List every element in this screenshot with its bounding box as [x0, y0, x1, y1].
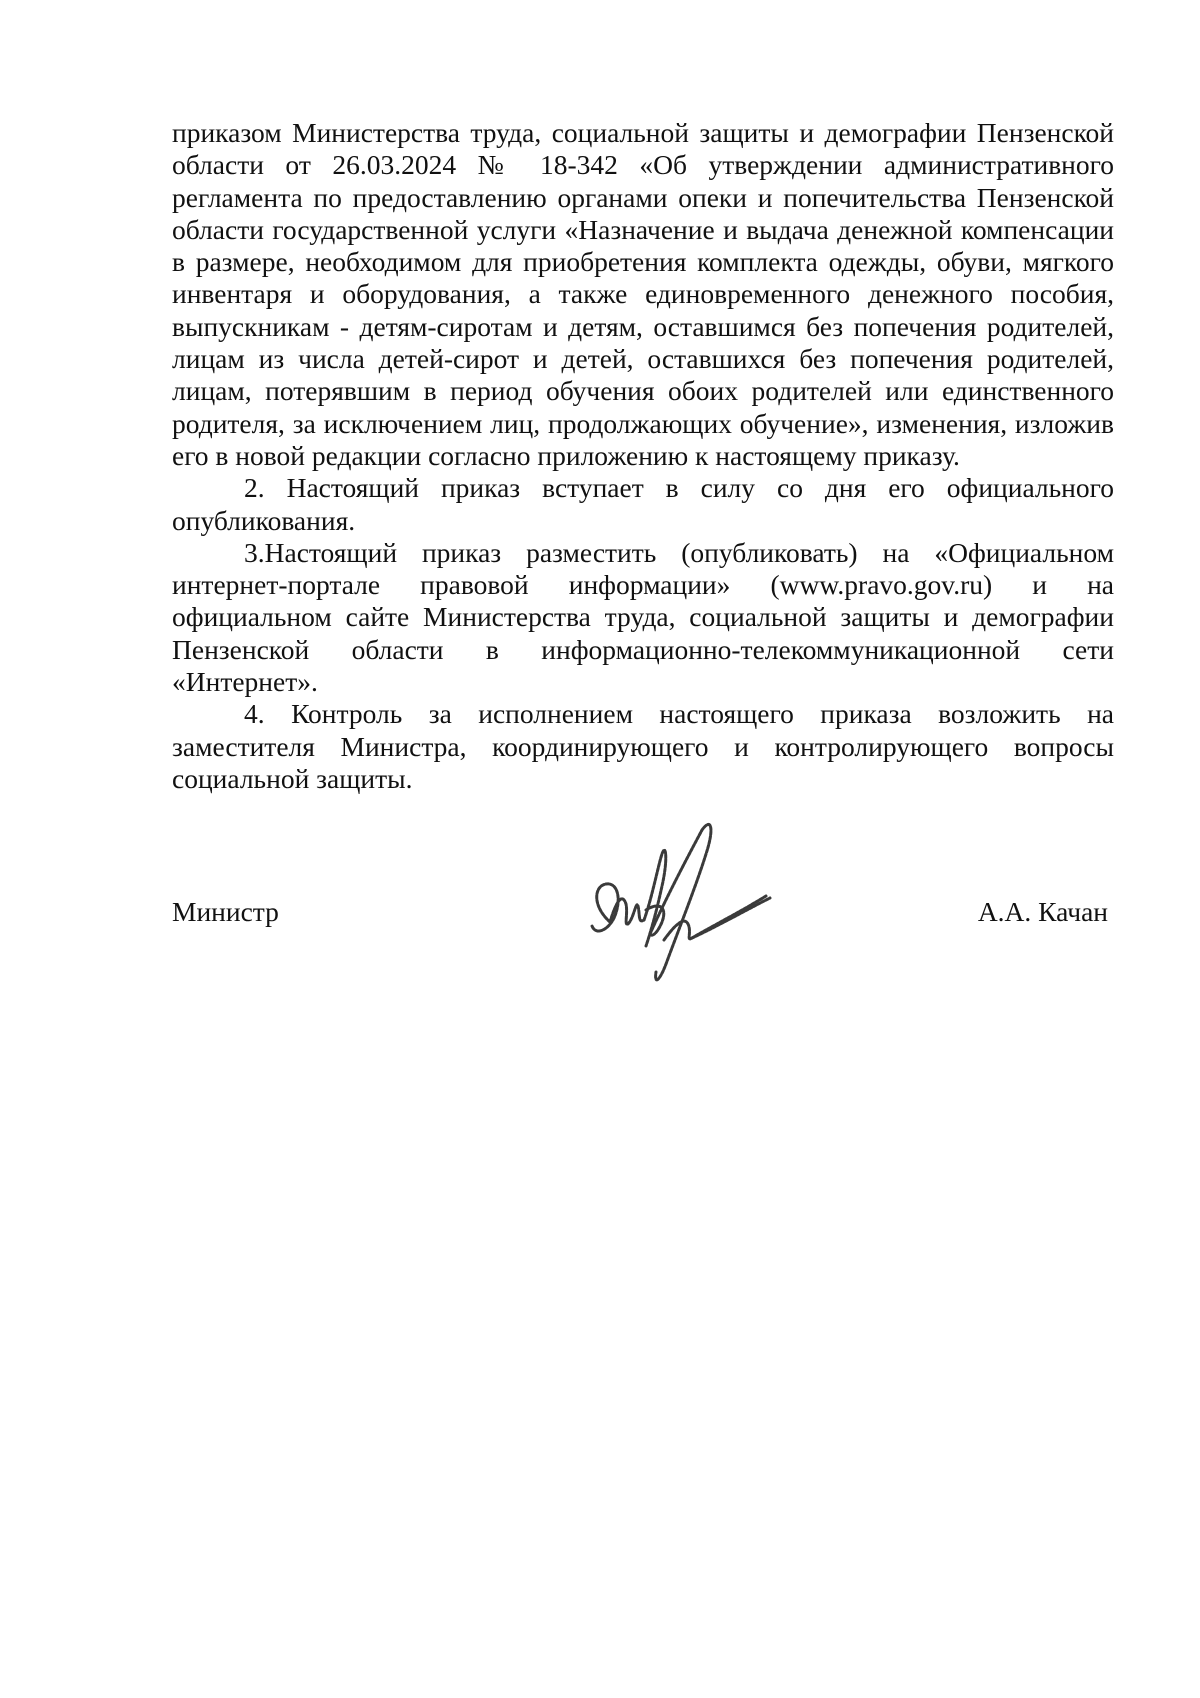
handwritten-signature-icon	[588, 814, 798, 1024]
paragraph-publication: 3.Настоящий приказ разместить (опубликовать) на «Официальном интернет-портале правовой информации» (www.pravo.gov.ru) и на официальном сайте Министерства труда, социальной защиты и демографии Пензенской области в информационно-телекоммуникационной сети «Интернет».	[172, 536, 1114, 698]
signatory-name: А.А. Качан	[977, 896, 1108, 927]
paragraph-control: 4. Контроль за исполнением настоящего приказа возложить на заместителя Министра, координирующего и контролирующего вопросы социальной защиты.	[172, 698, 1114, 794]
paragraph-entry-into-force: 2. Настоящий приказ вступает в силу со дня его официального опубликования.	[172, 472, 1114, 536]
paragraph-order-text: приказом Министерства труда, социальной защиты и демографии Пензенской области от 26.03.2024 № 18-342 «Об утверждении административного регламента по предоставлению органами опеки и попечительства Пензенской области государственной услуги «Назначение и выдача денежной компенсации в размере, необходимом для приобретения комплекта одежды, обуви, мягкого инвентаря и оборудования, а также единовременного денежного пособия, выпускникам - детям-сиротам и детям, оставшимся без попечения родителей, лицам из числа детей-сирот и детей, оставшихся без попечения родителей, лицам, потерявшим в период обучения обоих родителей или единственного родителя, за исключением лиц, продолжающих обучение», изменения, изложив его в новой редакции согласно приложению к настоящему приказу.	[172, 117, 1114, 471]
document-body	[172, 117, 1114, 795]
signatory-position: Министр	[172, 896, 279, 927]
